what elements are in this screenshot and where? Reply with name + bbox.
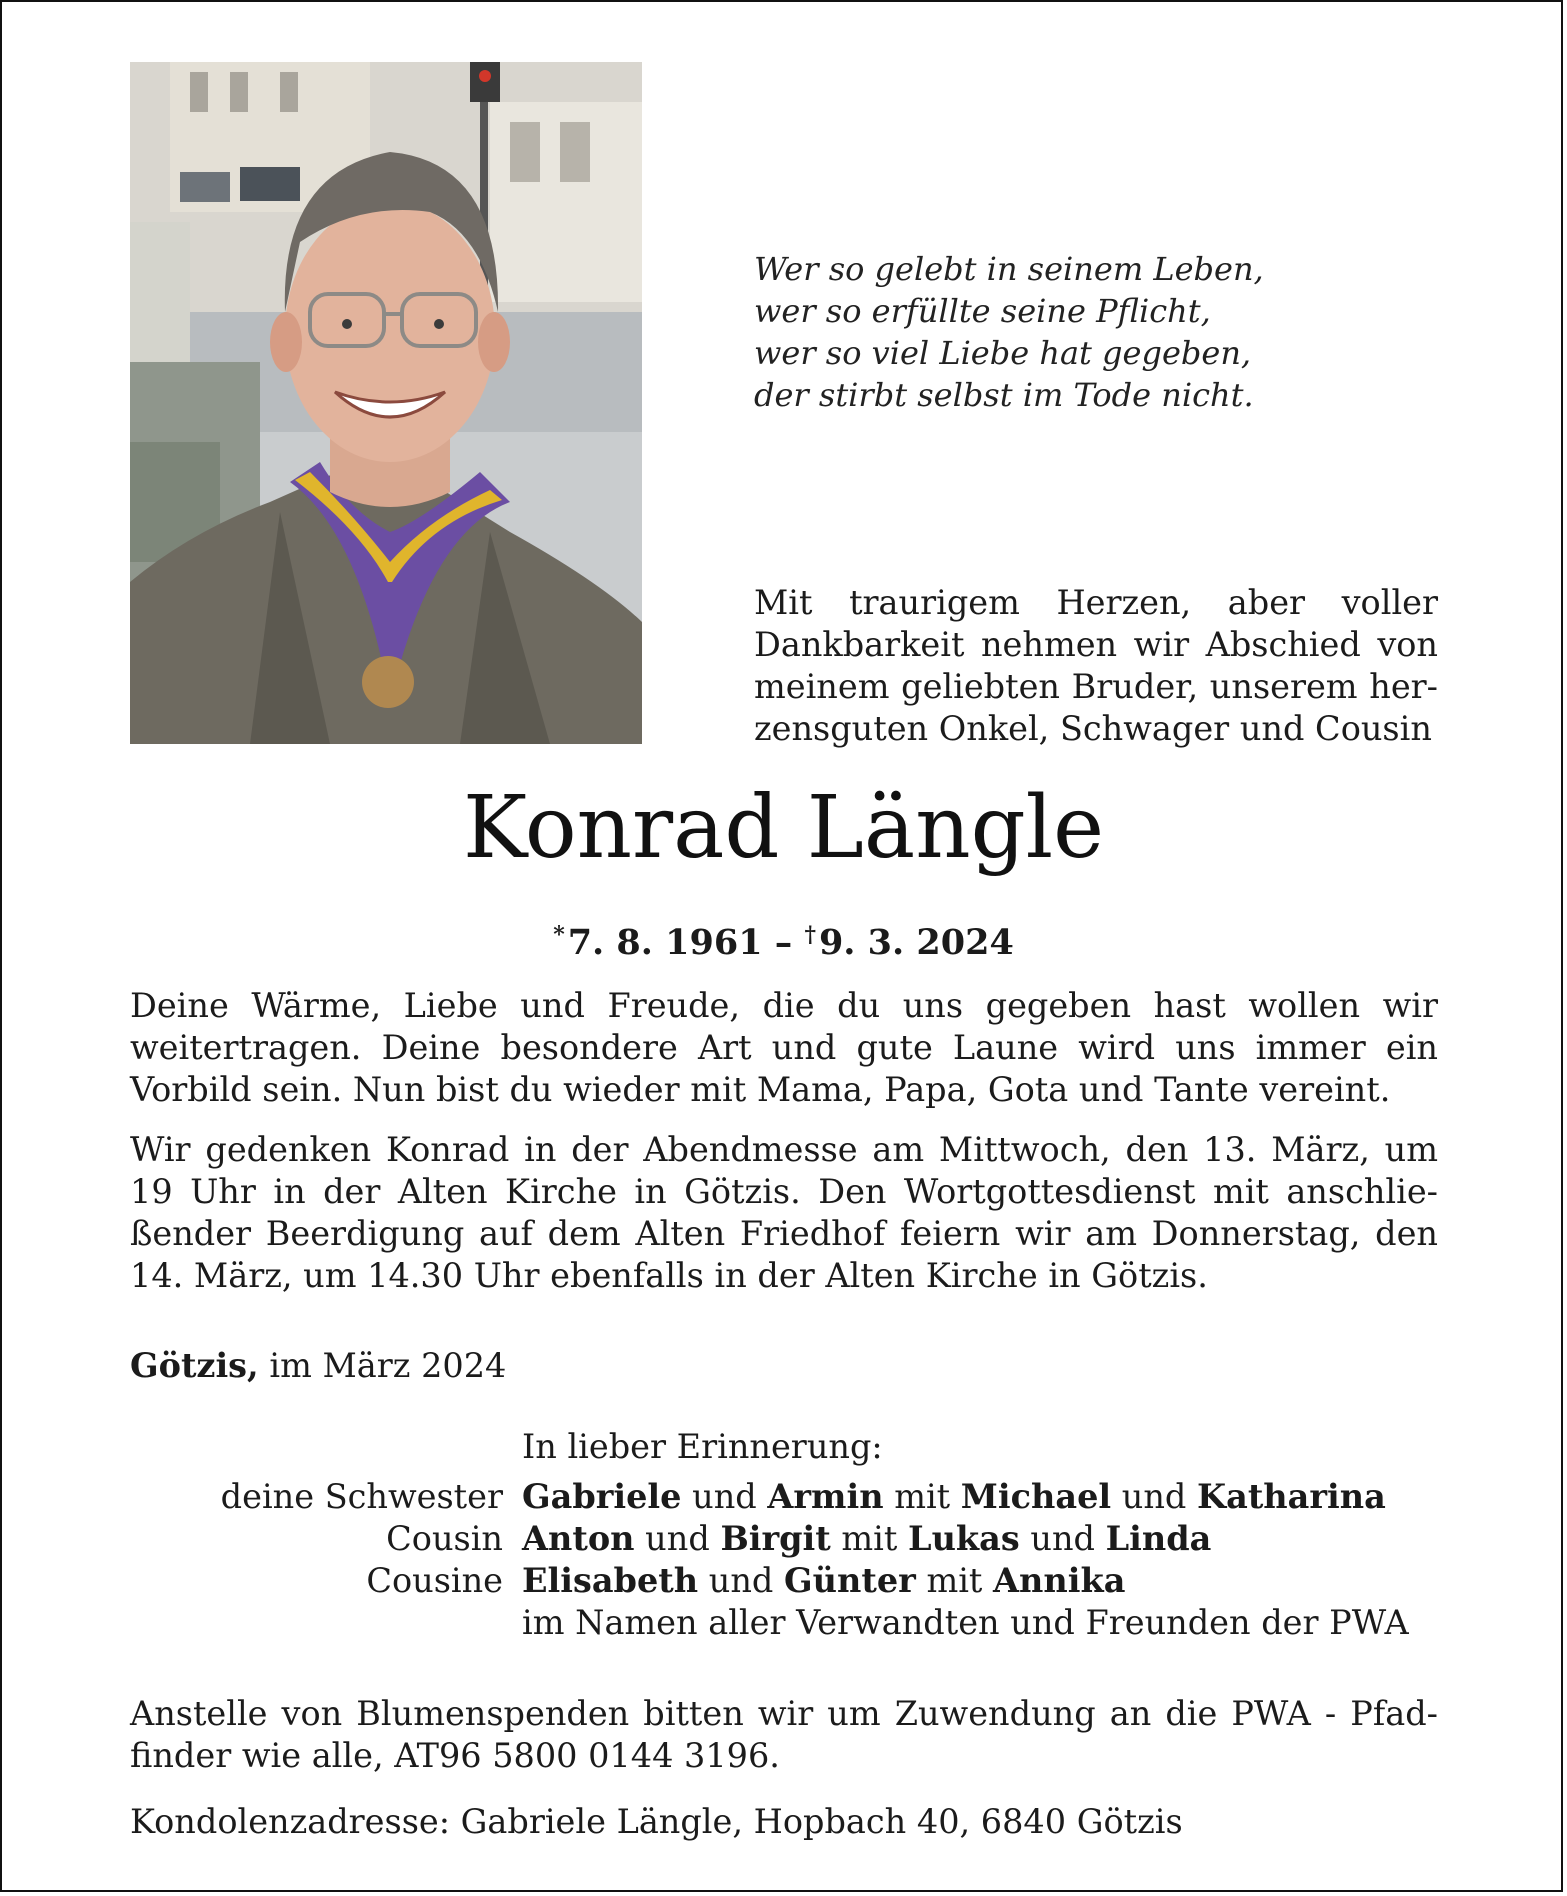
- mourner-connector: mit: [883, 1477, 961, 1516]
- mourners-heading: In lieber Erinnerung:: [522, 1427, 883, 1466]
- mourner-name: Katharina: [1197, 1477, 1386, 1516]
- mourner-connector: und: [1111, 1477, 1198, 1516]
- quote-line: wer so viel Liebe hat gegeben,: [754, 334, 1252, 372]
- mourner-relation: Cousine: [366, 1561, 503, 1600]
- mourner-row: [0, 1476, 1567, 1518]
- mourner-connector: und: [681, 1477, 768, 1516]
- mourner-connector: im Namen aller Verwandten und Freunden der PWA: [522, 1603, 1409, 1642]
- quote-line: wer so erfüllte seine Pflicht,: [754, 292, 1211, 330]
- service-paragraph: Wir gedenken Konrad in der Abendmesse am Mittwoch, den 13. März, um 19 Uhr in der Alten Kirche in Götzis. Den Wortgottesdienst mit anschließender Beerdigung auf dem Alten Friedhof feiern wir am Donnerstag, den 14. März, um 14.30 Uhr ebenfalls in der Alten Kirche in Götzis.: [130, 1130, 1438, 1295]
- quote-line: der stirbt selbst im Tode nicht.: [754, 376, 1254, 414]
- mourner-row: [0, 1560, 1567, 1602]
- mourner-name: Gabriele: [522, 1477, 682, 1516]
- death-symbol: †: [804, 922, 816, 948]
- condolence-address: Kondolenzadresse: Gabriele Längle, Hopbach 40, 6840 Götzis: [130, 1802, 1183, 1841]
- mourner-name: Birgit: [720, 1519, 831, 1558]
- mourner-relation: deine Schwester: [220, 1477, 503, 1516]
- mourner-connector: und: [634, 1519, 721, 1558]
- mourner-relation: Cousin: [386, 1519, 503, 1558]
- mourner-connector: und: [1019, 1519, 1106, 1558]
- mourner-name: Elisabeth: [522, 1561, 699, 1600]
- portrait-photo: [130, 62, 642, 744]
- place-date: im März 2024: [258, 1346, 507, 1385]
- donation-paragraph: Anstelle von Blumenspenden bitten wir um Zuwendung an die PWA - Pfadfinder wie alle, AT96 5800 0144 3196.: [130, 1694, 1438, 1775]
- mourner-connector: mit: [915, 1561, 994, 1600]
- mourner-names: [522, 1518, 1211, 1560]
- mourner-name: Günter: [784, 1561, 916, 1600]
- mourner-name: Armin: [767, 1477, 884, 1516]
- mourner-connector: mit: [830, 1519, 909, 1558]
- tribute-paragraph: Deine Wärme, Liebe und Freude, die du uns gegeben hast wollen wir weitertragen. Deine besondere Art und gute Laune wird uns immer ein Vorbild sein. Nun bist du wieder mit Mama, Papa, Gota und Tante vereint.: [130, 986, 1438, 1109]
- mourner-name: Michael: [960, 1477, 1112, 1516]
- mourner-name: Annika: [993, 1561, 1126, 1600]
- deceased-name: Konrad Längle: [462, 778, 1105, 878]
- mourner-names: [522, 1476, 1386, 1518]
- date-separator: –: [762, 922, 805, 963]
- birth-date: 7. 8. 1961: [567, 922, 763, 963]
- life-dates: [0, 913, 1567, 965]
- mourner-row: [0, 1518, 1567, 1560]
- death-date: 9. 3. 2024: [818, 922, 1014, 963]
- birth-symbol: *: [553, 922, 565, 948]
- mourner-names: [522, 1602, 1409, 1644]
- intro-paragraph: Mit traurigem Herzen, aber voller Dankbarkeit nehmen wir Abschied von meinem geliebten Bruder, unserem herzensguten Onkel, Schwager und Cousin: [754, 583, 1438, 748]
- mourner-name: Lukas: [908, 1519, 1020, 1558]
- place-town: Götzis,: [130, 1346, 259, 1385]
- memorial-quote: [754, 248, 1264, 416]
- mourner-name: Anton: [522, 1519, 635, 1558]
- mourner-name: Linda: [1105, 1519, 1212, 1558]
- mourner-connector: und: [698, 1561, 785, 1600]
- mourner-row: [0, 1602, 1567, 1644]
- mourner-names: [522, 1560, 1125, 1602]
- quote-line: Wer so gelebt in seinem Leben,: [754, 250, 1264, 288]
- place-date-line: [130, 1345, 506, 1387]
